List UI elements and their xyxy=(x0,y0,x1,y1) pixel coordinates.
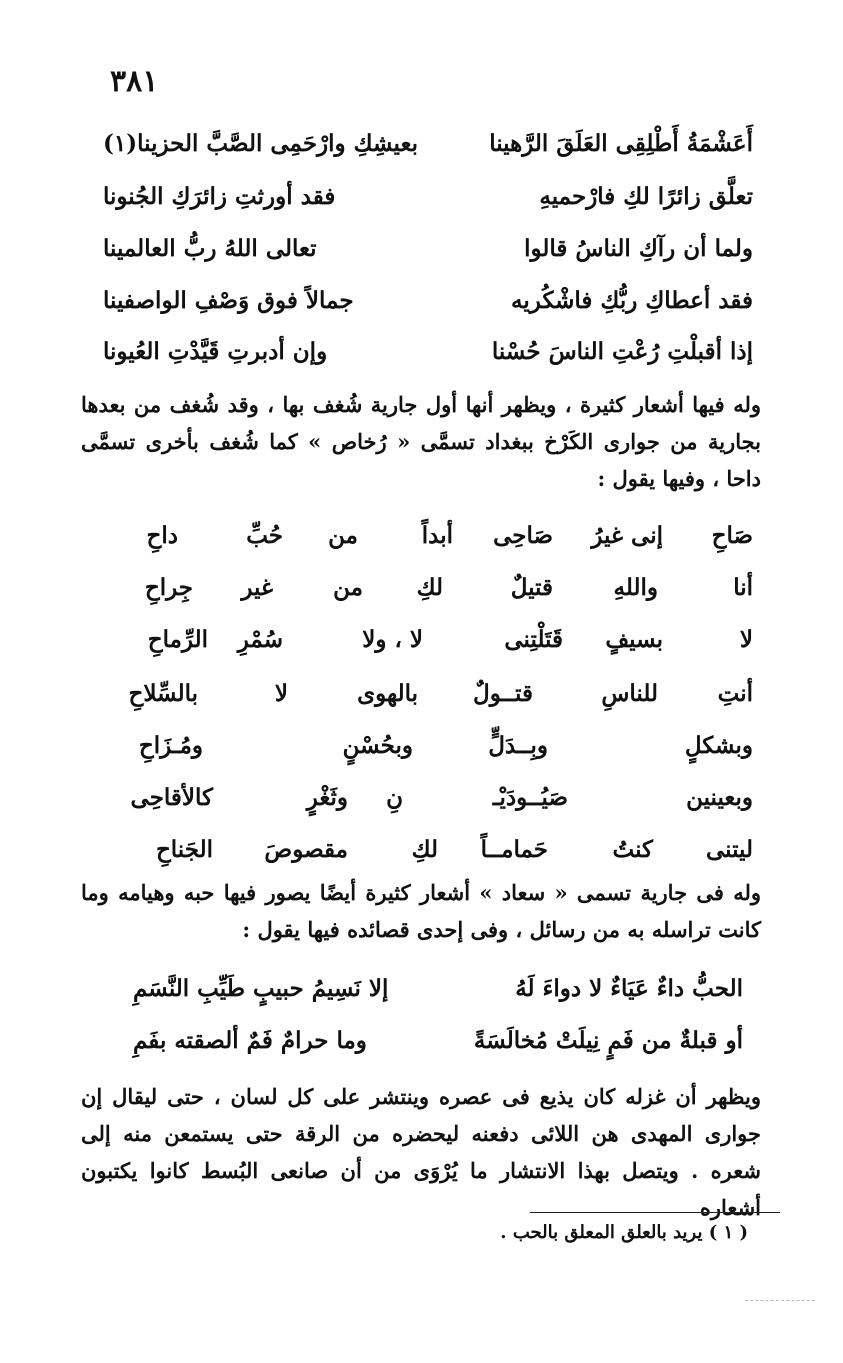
poem2-word: بالهوى xyxy=(357,680,418,707)
poem2-word: بسيفٍ xyxy=(605,626,663,653)
poem2-word: بالسِّلاحِ xyxy=(128,680,198,707)
poem2-word: للناسِ xyxy=(601,680,658,707)
poem2-word: أنتِ xyxy=(717,680,753,707)
poem2-line-5 xyxy=(103,732,753,772)
poem2-word: سُمْرِ xyxy=(237,626,283,653)
poem1-verse-5 xyxy=(103,338,753,365)
poem1-verse-4 xyxy=(103,287,753,314)
verse-first-hemistich: فقد أعطاكِ ربُّكِ فاشْكُريه xyxy=(511,287,753,314)
verse-first-hemistich: تعلَّق زائرًا لكِ فارْحميهِ xyxy=(539,183,753,210)
poem2-word: مقصوصَ xyxy=(264,836,348,863)
paragraph-3: ويظهر أن غزله كان يذيع فى عصره وينتشر على كل لسان ، حتى ليقال إن جوارى المهدى هن اللائى دفعنه ليحضره من الرقة حتى يستمعن منه إلى شعره . ويتصل بهذا الانتشار ما يُرْوَى من أن صانعى البُسط كانوا يكتبون أشعاره xyxy=(81,1084,761,1220)
poem2-word: حُبِّ xyxy=(246,522,283,549)
verse-second-hemistich: فقد أورثتِ زائرَكِ الجُنونا xyxy=(103,183,336,210)
poem2-word: نِ xyxy=(386,784,403,811)
poem2-word: من xyxy=(333,574,363,601)
poem2-word: داحِ xyxy=(146,522,178,549)
footnote: ( ١ ) يريد بالعلق المعلق بالحب . xyxy=(500,1222,748,1243)
verse-second-hemistich: بعيشِكِ وارْحَمِى الصَّبَّ الحزينا(١) xyxy=(103,130,418,157)
verse-first-hemistich: الحبُّ داءٌ عَيَاءٌ لا دواءَ لَهُ xyxy=(515,975,743,1002)
verse-second-hemistich: تعالى اللهُ ربُّ العالمينا xyxy=(103,235,317,262)
poem2-word: لا xyxy=(739,626,753,653)
poem2-word: لا xyxy=(274,680,288,707)
poem2-word: ليتنى xyxy=(706,836,753,863)
poem2-word: لا ، ولا xyxy=(362,626,423,653)
poem2-word: ومُـزَاحِ xyxy=(138,732,203,759)
poem2-word: أبداً xyxy=(421,522,453,549)
verse-first-hemistich: ولما أن رآكِ الناسُ قالوا xyxy=(524,235,753,262)
poem2-word: قَتَلْتِنى xyxy=(504,626,563,653)
scan-mark xyxy=(745,1300,815,1301)
verse-first-hemistich: أو قبلةٌ من فَمٍ نِيلَتْ مُخالَسَةً xyxy=(473,1027,743,1054)
poem2-word: صَاحِ xyxy=(711,522,753,549)
poem1-verse-1 xyxy=(103,130,753,157)
poem2-word: من xyxy=(328,522,358,549)
poem2-word: وبشكلٍ xyxy=(684,732,753,759)
poem1-verse-3 xyxy=(103,235,753,262)
poem2-line-3 xyxy=(103,626,753,666)
poem2-word: وثَغْرٍ xyxy=(306,784,348,811)
poem2-word: قتيلٌ xyxy=(510,574,553,601)
poem2-word: قتــولٌ xyxy=(472,680,533,707)
verse-second-hemistich: وما حرامٌ فَمٌ ألصقته بفَمِ xyxy=(133,1027,367,1054)
poem3-verse-1 xyxy=(133,975,743,1002)
poem2-word: لكِ xyxy=(411,836,438,863)
paragraph-2: وله فى جارية تسمى « سعاد » أشعار كثيرة أيضًا يصور فيها حبه وهيامه وما كانت تراسله به من رسائل ، وفى إحدى قصائده فيها يقول : xyxy=(81,880,761,942)
poem2-word: لكِ xyxy=(416,574,443,601)
poem2-word: كنتُ xyxy=(612,836,653,863)
poem2-word: وبحُسْنٍ xyxy=(342,732,413,759)
poem2-word: وبعينين xyxy=(686,784,753,811)
poem2-word: صَيُــودَيْـ xyxy=(492,784,568,811)
poem2-word: جِراحِ xyxy=(144,574,193,601)
poem2-line-1 xyxy=(103,522,753,562)
poem2-word: إنى غيرُ xyxy=(591,522,663,549)
poem2-word: واللهِ xyxy=(613,574,658,601)
paragraph-1: وله فيها أشعار كثيرة ، ويظهر أنها أول جارية شُغف بها ، وقد شُغف من بعدها بجارية من جوارى الكَرْخ ببغداد تسمَّى « رُخاص » كما شُغف بأخرى تسمَّى داحا ، وفيها يقول : xyxy=(81,392,761,491)
verse-second-hemistich: جمالاً فوق وَصْفِ الواصفينا xyxy=(103,287,354,314)
poem2-word: كالأقاحِى xyxy=(130,784,213,811)
poem2-word: وبِــدَلٍّ xyxy=(488,732,548,759)
poem2-word: الجَناحِ xyxy=(155,836,213,863)
verse-second-hemistich: إلا نَسِيمُ حبيبٍ طَيِّبِ النَّسَمِ xyxy=(133,975,389,1002)
poem3-verse-2 xyxy=(133,1027,743,1054)
verse-first-hemistich: أَعَشْمَةُ أَطْلِقِى العَلَقَ الرَّهينا xyxy=(489,130,753,157)
poem2-line-7 xyxy=(103,836,753,876)
poem2-word: غير xyxy=(241,574,273,601)
poem1-verse-2 xyxy=(103,183,753,210)
poem2-word: حَمامــاً xyxy=(480,836,548,863)
poem2-word: الرِّماحِ xyxy=(147,626,208,653)
page-number: ٣٨١ xyxy=(110,64,159,99)
verse-second-hemistich: وإن أدبرتِ قَيَّدْتِ العُيونا xyxy=(103,338,328,365)
poem2-line-2 xyxy=(103,574,753,614)
footnote-divider xyxy=(530,1212,780,1213)
poem2-word: أنا xyxy=(733,574,753,601)
poem2-line-6 xyxy=(103,784,753,824)
verse-first-hemistich: إذا أقبلْتِ رُعْتِ الناسَ حُسْنا xyxy=(491,338,753,365)
poem2-word: صَاحِى xyxy=(493,522,553,549)
poem2-line-4 xyxy=(103,680,753,720)
